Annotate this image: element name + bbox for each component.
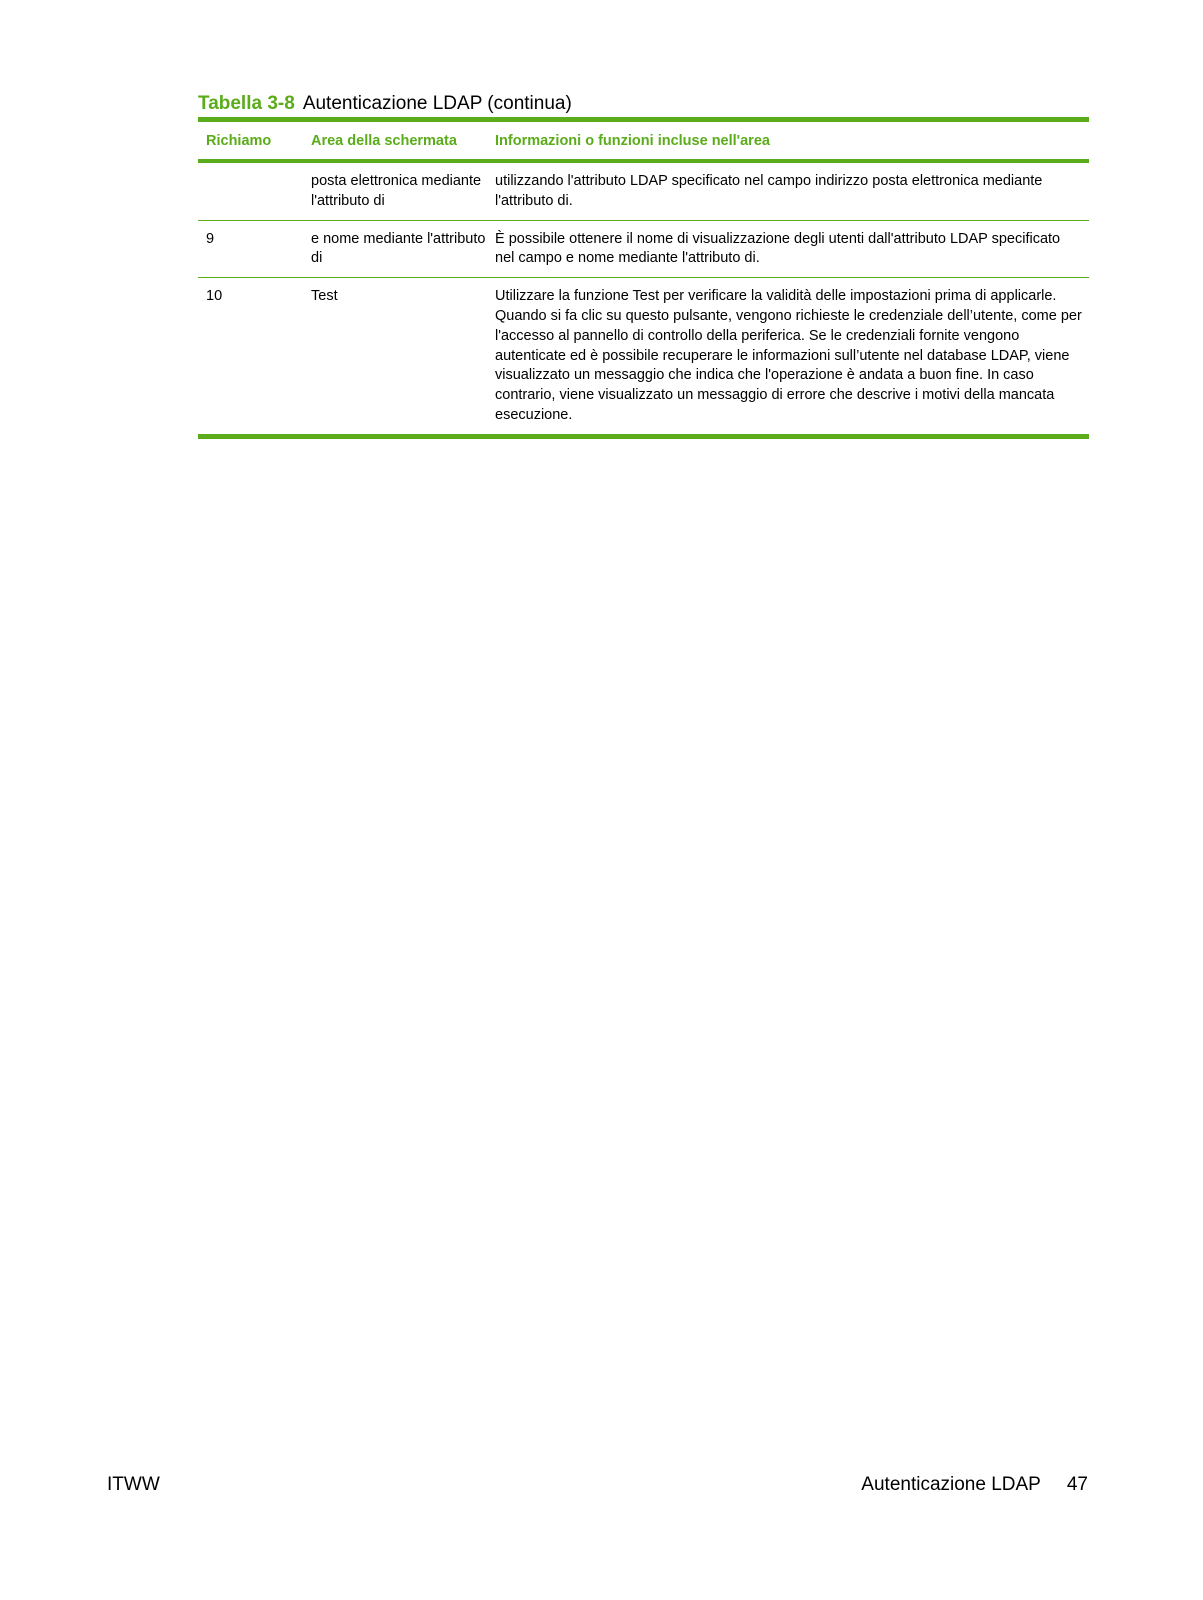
- header-info: Informazioni o funzioni incluse nell'area: [495, 132, 770, 149]
- row-screen-area: posta elettronica mediante l'attributo di: [311, 173, 482, 209]
- table-row: [198, 163, 1089, 220]
- ldap-table: [198, 117, 1089, 439]
- table-row: [198, 221, 1089, 278]
- header-screen-area: Area della schermata: [311, 132, 457, 149]
- row-info: Utilizzare la funzione Test per verificare la validità delle impostazioni prima di applicarle. Quando si fa clic su questo pulsante, vengono richieste le credenziale dell’utente, come per l'accesso al pannello di controllo della periferica. Se le credenziali fornite vengono autenticate ed è possibile recuperare le informazioni sull’utente nel database LDAP, viene visualizzato un messaggio che indica che l'operazione è andata a buon fine. In caso contrario, viene visualizzato un messaggio di errore che descrive i motivi della mancata esecuzione.: [495, 288, 1082, 423]
- footer-running-head: [861, 1474, 1088, 1496]
- row-info: È possibile ottenere il nome di visualizzazione degli utenti dall'attributo LDAP specificato nel campo e nome mediante l'attributo di.: [495, 230, 1061, 267]
- row-screen-area: e nome mediante l'attributo di: [311, 230, 486, 267]
- table-title: Autenticazione LDAP (continua): [302, 93, 572, 114]
- row-screen-area: Test: [311, 288, 338, 305]
- footer-section-title: Autenticazione LDAP: [861, 1474, 1041, 1495]
- table-row: [198, 278, 1089, 434]
- page-number: 47: [1066, 1474, 1088, 1495]
- table-caption: [198, 93, 572, 115]
- header-callout: Richiamo: [206, 132, 272, 149]
- table-header-row: [198, 122, 1089, 159]
- table-number: Tabella 3-8: [198, 93, 295, 114]
- row-info: utilizzando l'attributo LDAP specificato nel campo indirizzo posta elettronica mediante l'attributo di.: [495, 173, 1043, 209]
- footer-locale: ITWW: [107, 1474, 160, 1495]
- row-callout: 9: [206, 230, 215, 247]
- row-callout: 10: [206, 288, 223, 305]
- table-bottom-rule: [198, 434, 1089, 439]
